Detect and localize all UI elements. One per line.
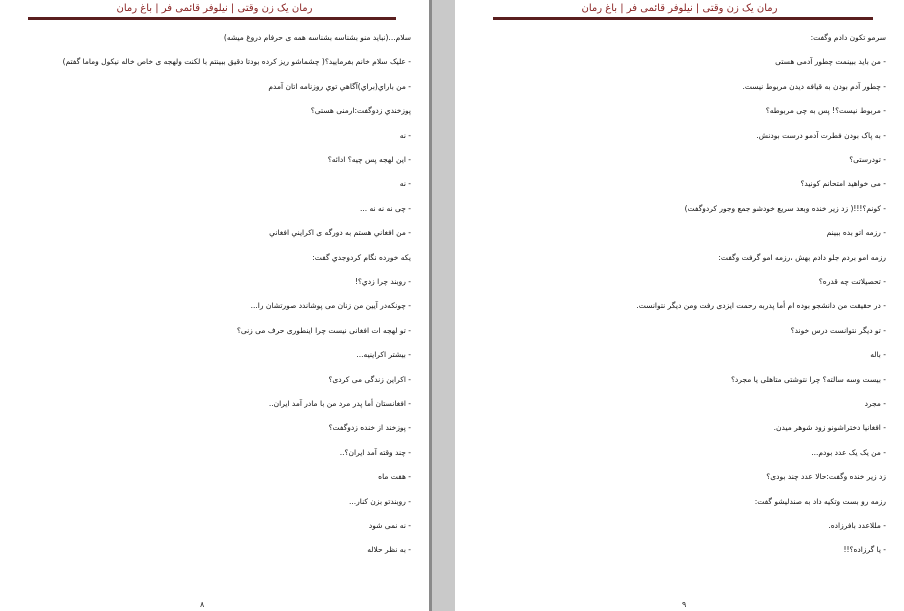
text-line: - نه bbox=[399, 130, 411, 140]
text-line: - در حقیقت من دانشجو بوده ام أما پدربه رحمت ایزدی رفت ومن دیگر نتوانست. bbox=[636, 301, 886, 311]
text-line: - اکراین زندگی می کردی؟ bbox=[328, 374, 411, 384]
text-line: - روبندتو بزن کنار... bbox=[349, 496, 411, 506]
text-line: - هفت ماه bbox=[378, 472, 411, 482]
right-page bbox=[455, 0, 904, 611]
text-line: - چونکه‌در آیین من زنان می پوشاندد صورتشان را... bbox=[250, 301, 411, 311]
left-page bbox=[0, 0, 429, 611]
text-line: - چند وقته آمد ایران؟.. bbox=[339, 447, 411, 457]
text-line: سرمو تکون دادم وگفت: bbox=[810, 33, 886, 42]
text-line: - این لهجه پس چیه؟ ادائه؟ bbox=[327, 155, 411, 164]
text-line: - رزمه اتو بده ببینم bbox=[826, 228, 886, 238]
text-line: - نه bbox=[399, 179, 411, 189]
text-line: - من افغاني هستم به دورگه ی اکرایني افغاني bbox=[269, 228, 411, 238]
text-line: - تو دیگر نتوانست درس خوند؟ bbox=[790, 325, 886, 335]
text-line: پوزخندي زدوگفت:ارمنی هستی؟ bbox=[310, 106, 411, 116]
text-line: رزمه رو بست وتکیه داد به صندلیشو گفت: bbox=[754, 496, 886, 506]
text-line: - من باراي(براي)آگاهي توي روزنامه اتان آمدم bbox=[268, 81, 411, 91]
left-page-shadow bbox=[429, 0, 432, 611]
text-line: - کونم؟!!!( زد زیر خنده وبعد سریع خودشو جمع وجور کردوگفت) bbox=[684, 203, 886, 213]
text-line: - مجرد bbox=[864, 399, 886, 408]
text-line: - به پاک بودن فطرت آدمو درست بودنش. bbox=[756, 130, 886, 140]
text-line: - به نظر حلاله bbox=[367, 545, 411, 555]
text-line: یکه خورده نگام کردوجدي گفت: bbox=[312, 252, 411, 262]
left-header-rule bbox=[28, 17, 396, 20]
text-line: - تحصیلاتت چه قدره؟ bbox=[818, 277, 886, 286]
right-page-header: رمان یک زن وقتی | نیلوفر قائمی فر | باغ رمان bbox=[581, 3, 778, 14]
text-line: - مللاعدد بافرزاده. bbox=[828, 521, 886, 530]
text-line: - من یک یک عدد بودم... bbox=[811, 447, 886, 457]
text-line: - بیست وسه سالته؟ چرا نتوشتی متاهلی یا مجرد؟ bbox=[730, 374, 886, 384]
text-line: - روبند چرا زدي؟! bbox=[354, 277, 411, 286]
right-page-number: ۹ bbox=[682, 600, 687, 609]
text-line: - نه نمی شود bbox=[368, 521, 411, 530]
left-page-header: رمان یک زن وقتی | نیلوفر قائمی فر | باغ رمان bbox=[116, 3, 313, 14]
text-line: - مربوط نیست؟! پس به چی مربوطه؟ bbox=[765, 106, 886, 116]
text-line: - باله bbox=[870, 350, 886, 360]
text-line: - یا گرزاده؟!! bbox=[843, 545, 886, 555]
right-header-rule bbox=[493, 17, 873, 20]
text-line: سلام...(نباید منو بشناسه بشناسه همه ی حرفام دروغ میشه) bbox=[223, 33, 411, 42]
text-line: - افغانیا دختراشونو زود شوهر میدن. bbox=[773, 423, 886, 433]
text-line: - پوزخند از خنده زدوگفت؟ bbox=[328, 423, 411, 433]
text-line: - بیشتر اکراینیه... bbox=[356, 350, 411, 360]
text-line: - می خواهید امتحانم کونید؟ bbox=[800, 179, 886, 189]
text-line: - افغانستان أما پدر مرد من با مادر آمد ایران.. bbox=[268, 399, 411, 408]
left-page-number: ۸ bbox=[200, 600, 205, 609]
text-line: - تودرستی؟ bbox=[849, 155, 886, 164]
text-line: - علیک سلام خانم بفرمایید؟( چشماشو ریز کرده بودتا دقیق ببینتم با لکنت ولهجه ی خاص خاله نیکول وماما گفتم) bbox=[62, 57, 411, 67]
text-line: زد زیر خنده وگفت:حالا عدد چند بودی؟ bbox=[766, 472, 886, 482]
text-line: رزمه امو بردم جلو دادم بهش ،رزمه امو گرفت وگفت: bbox=[718, 252, 886, 262]
text-line: - تو لهجه ات افغانی نیست چرا اینطوری حرف می زنی؟ bbox=[236, 325, 411, 335]
text-line: - من باید ببینمت چطور آدمی هستی bbox=[775, 57, 886, 67]
text-line: - چطور آدم بودن به قیافه دیدن مربوط نیست. bbox=[742, 81, 886, 91]
text-line: - چی نه نه نه ... bbox=[360, 203, 411, 213]
